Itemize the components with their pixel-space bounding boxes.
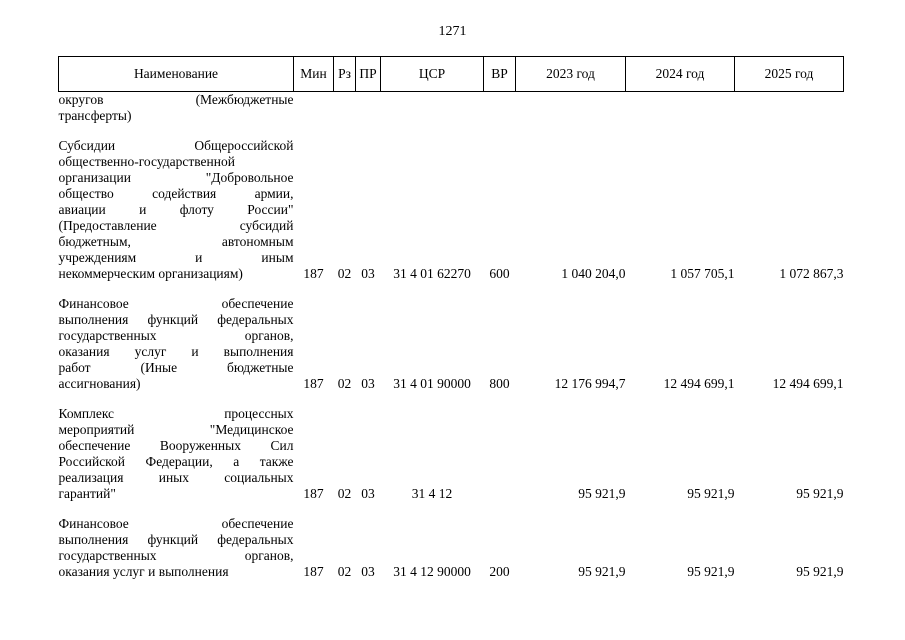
row-y2025: 95 921,9 [796, 564, 844, 579]
row-name-line: работ (Иные бюджетные [58, 360, 294, 375]
row-y2023: 95 921,9 [578, 564, 626, 579]
header-rz: Рз [334, 57, 356, 92]
row-y2025: 12 494 699,1 [772, 376, 844, 391]
table-row [59, 92, 844, 125]
row-name-line: государственных органов, [58, 328, 294, 343]
row-y2024: 12 494 699,1 [663, 376, 735, 391]
row-name-line: выполнения функций федеральных [58, 312, 294, 327]
row-min: 187 [303, 266, 324, 281]
row-name-line: мероприятий "Медицинское [58, 422, 294, 437]
row-name-line: обеспечение Вооруженных Сил [58, 438, 294, 453]
row-y2024: 95 921,9 [687, 564, 735, 579]
row-y2024: 1 057 705,1 [670, 266, 735, 281]
row-y2025 [735, 92, 844, 125]
row-spacer [59, 392, 844, 406]
row-csr [381, 92, 484, 125]
table-row [59, 406, 844, 502]
row-pr: 03 [361, 486, 375, 501]
row-rz: 02 [337, 266, 352, 281]
row-name-line: округов (Межбюджетные [58, 92, 294, 107]
row-pr: 03 [361, 564, 375, 579]
row-name-line: бюджетным, автономным [58, 234, 294, 249]
header-pr: ПР [356, 57, 381, 92]
row-min: 187 [303, 564, 324, 579]
row-y2023: 12 176 994,7 [554, 376, 626, 391]
row-y2023: 1 040 204,0 [561, 266, 626, 281]
row-name [59, 516, 294, 580]
header-name: Наименование [59, 57, 294, 92]
row-name-line: Российской Федерации, а также [58, 454, 294, 469]
row-min: 187 [303, 486, 324, 501]
row-name-line: оказания услуг и выполнения [58, 344, 294, 359]
page-number: 1271 [438, 24, 467, 39]
row-name [59, 138, 294, 282]
row-csr: 31 4 12 90000 [393, 564, 471, 579]
row-pr: 03 [361, 266, 375, 281]
row-vr: 800 [489, 376, 510, 391]
header-2025: 2025 год [735, 57, 844, 92]
row-name [59, 92, 294, 125]
row-rz: 02 [337, 486, 352, 501]
row-name-line: оказания услуг и выполнения [58, 564, 229, 579]
spacer-cell [59, 124, 844, 138]
row-name-line: Комплекс процессных [58, 406, 294, 421]
row-y2025: 1 072 867,3 [779, 266, 844, 281]
row-name-line: реализация иных социальных [58, 470, 294, 485]
row-csr: 31 4 01 62270 [393, 266, 471, 281]
row-name-line: Финансовое обеспечение [58, 296, 294, 311]
row-spacer [59, 502, 844, 516]
row-name-line: авиации и флоту России" [58, 202, 294, 217]
row-name-line: организации "Добровольное [58, 170, 294, 185]
row-name-line: трансферты) [58, 108, 132, 123]
table-header-row [59, 57, 844, 92]
row-name-line: ассигнования) [58, 376, 141, 391]
row-pr: 03 [361, 376, 375, 391]
table-row [59, 138, 844, 282]
row-y2025: 95 921,9 [796, 486, 844, 501]
row-rz [334, 92, 356, 125]
spacer-cell [59, 392, 844, 406]
row-name [59, 406, 294, 502]
row-name-line: общество содействия армии, [58, 186, 294, 201]
header-2024: 2024 год [626, 57, 735, 92]
row-y2023 [516, 92, 626, 125]
row-name-line: гарантий" [58, 486, 116, 501]
row-csr: 31 4 01 90000 [393, 376, 471, 391]
row-name [59, 296, 294, 392]
row-name-line: Финансовое обеспечение [58, 516, 294, 531]
header-vr: ВР [484, 57, 516, 92]
row-name-line: выполнения функций федеральных [58, 532, 294, 547]
row-min [294, 92, 334, 125]
row-name-line: Субсидии Общероссийской [58, 138, 294, 153]
row-y2024: 95 921,9 [687, 486, 735, 501]
row-pr [356, 92, 381, 125]
row-vr [484, 406, 516, 502]
row-name-line: (Предоставление субсидий [58, 218, 294, 233]
header-2023: 2023 год [516, 57, 626, 92]
row-name-line: учреждениям и иным [58, 250, 294, 265]
header-csr: ЦСР [381, 57, 484, 92]
row-spacer [59, 124, 844, 138]
row-name-line: общественно-государственной [58, 154, 235, 169]
row-vr [484, 92, 516, 125]
spacer-cell [59, 502, 844, 516]
row-name-line: некоммерческим организациям) [58, 266, 243, 281]
row-csr: 31 4 12 [411, 486, 453, 501]
row-rz: 02 [337, 564, 352, 579]
row-vr: 200 [489, 564, 510, 579]
header-min: Мин [294, 57, 334, 92]
spacer-cell [59, 282, 844, 296]
row-vr: 600 [489, 266, 510, 281]
row-rz: 02 [337, 376, 352, 391]
row-min: 187 [303, 376, 324, 391]
row-y2023: 95 921,9 [578, 486, 626, 501]
table-row [59, 296, 844, 392]
row-spacer [59, 282, 844, 296]
budget-table [58, 56, 844, 580]
row-y2024 [626, 92, 735, 125]
table-row [59, 516, 844, 580]
row-name-line: государственных органов, [58, 548, 294, 563]
